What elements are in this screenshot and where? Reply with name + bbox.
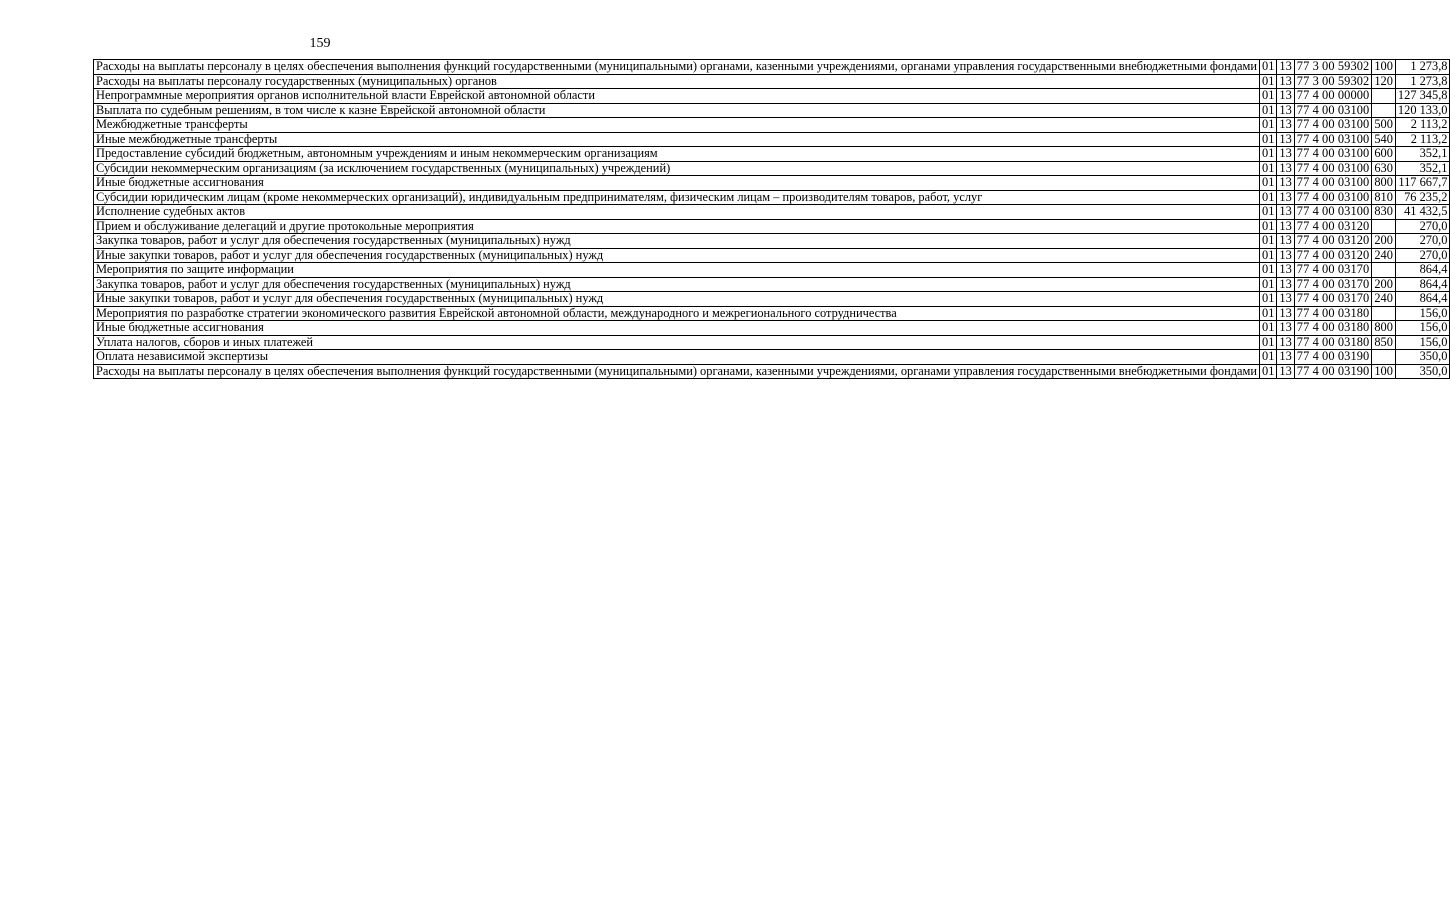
row-name: Иные межбюджетные трансферты [94, 132, 1260, 147]
row-target-article: 77 4 00 03190 [1294, 364, 1372, 379]
table-row [94, 118, 1450, 133]
row-subsection-code: 13 [1277, 103, 1294, 118]
row-subsection-code: 13 [1277, 219, 1294, 234]
table-row [94, 277, 1450, 292]
row-section-code: 01 [1260, 234, 1277, 249]
row-name: Предоставление субсидий бюджетным, автономным учреждениям и иным некоммерческим организациям [94, 147, 1260, 162]
row-amount: 76 235,2 [1395, 190, 1450, 205]
table-row [94, 103, 1450, 118]
row-subsection-code: 13 [1277, 190, 1294, 205]
row-name: Оплата независимой экспертизы [94, 350, 1260, 365]
row-expense-type: 200 [1372, 277, 1396, 292]
row-amount: 864,4 [1395, 263, 1450, 278]
row-subsection-code: 13 [1277, 292, 1294, 307]
row-name: Расходы на выплаты персоналу в целях обеспечения выполнения функций государственными (муниципальными) органами, казенными учреждениями, органами управления государственными внебюджетными фондами [94, 364, 1260, 379]
row-subsection-code: 13 [1277, 234, 1294, 249]
row-amount: 1 273,8 [1395, 60, 1450, 75]
row-section-code: 01 [1260, 219, 1277, 234]
row-target-article: 77 4 00 03100 [1294, 103, 1372, 118]
row-subsection-code: 13 [1277, 321, 1294, 336]
table-row [94, 190, 1450, 205]
table-row [94, 321, 1450, 336]
row-expense-type: 240 [1372, 292, 1396, 307]
row-subsection-code: 13 [1277, 89, 1294, 104]
row-expense-type: 800 [1372, 321, 1396, 336]
row-target-article: 77 4 00 03120 [1294, 248, 1372, 263]
table-row [94, 364, 1450, 379]
row-target-article: 77 4 00 03100 [1294, 161, 1372, 176]
row-target-article: 77 4 00 03120 [1294, 219, 1372, 234]
table-row [94, 263, 1450, 278]
row-subsection-code: 13 [1277, 248, 1294, 263]
table-row [94, 335, 1450, 350]
row-target-article: 77 4 00 03100 [1294, 205, 1372, 220]
row-expense-type [1372, 306, 1396, 321]
row-target-article: 77 4 00 03170 [1294, 263, 1372, 278]
row-amount: 1 273,8 [1395, 74, 1450, 89]
row-amount: 270,0 [1395, 234, 1450, 249]
row-amount: 352,1 [1395, 161, 1450, 176]
row-name: Иные закупки товаров, работ и услуг для обеспечения государственных (муниципальных) нужд [94, 248, 1260, 263]
row-subsection-code: 13 [1277, 306, 1294, 321]
row-name: Закупка товаров, работ и услуг для обеспечения государственных (муниципальных) нужд [94, 234, 1260, 249]
row-section-code: 01 [1260, 89, 1277, 104]
row-name: Исполнение судебных актов [94, 205, 1260, 220]
row-expense-type [1372, 103, 1396, 118]
row-amount: 156,0 [1395, 306, 1450, 321]
row-subsection-code: 13 [1277, 263, 1294, 278]
row-amount: 41 432,5 [1395, 205, 1450, 220]
row-target-article: 77 3 00 59302 [1294, 74, 1372, 89]
row-amount: 864,4 [1395, 292, 1450, 307]
row-expense-type: 100 [1372, 364, 1396, 379]
row-section-code: 01 [1260, 147, 1277, 162]
row-expense-type: 810 [1372, 190, 1396, 205]
table-row [94, 292, 1450, 307]
row-subsection-code: 13 [1277, 74, 1294, 89]
row-section-code: 01 [1260, 176, 1277, 191]
row-expense-type: 120 [1372, 74, 1396, 89]
row-target-article: 77 4 00 03100 [1294, 132, 1372, 147]
row-target-article: 77 4 00 03100 [1294, 147, 1372, 162]
row-subsection-code: 13 [1277, 335, 1294, 350]
table-row [94, 60, 1450, 75]
row-name: Выплата по судебным решениям, в том числе к казне Еврейской автономной области [94, 103, 1260, 118]
row-section-code: 01 [1260, 190, 1277, 205]
row-amount: 350,0 [1395, 364, 1450, 379]
row-expense-type: 540 [1372, 132, 1396, 147]
row-name: Иные закупки товаров, работ и услуг для обеспечения государственных (муниципальных) нужд [94, 292, 1260, 307]
row-subsection-code: 13 [1277, 147, 1294, 162]
row-section-code: 01 [1260, 277, 1277, 292]
row-name: Мероприятия по разработке стратегии экономического развития Еврейской автономной области, международного и межрегионального сотрудничества [94, 306, 1260, 321]
row-expense-type [1372, 219, 1396, 234]
row-amount: 2 113,2 [1395, 132, 1450, 147]
table-row [94, 89, 1450, 104]
row-section-code: 01 [1260, 60, 1277, 75]
row-expense-type [1372, 350, 1396, 365]
row-expense-type: 830 [1372, 205, 1396, 220]
page-number: 159 [309, 36, 331, 51]
row-subsection-code: 13 [1277, 176, 1294, 191]
row-subsection-code: 13 [1277, 132, 1294, 147]
row-name: Прием и обслуживание делегаций и другие протокольные мероприятия [94, 219, 1260, 234]
row-expense-type: 200 [1372, 234, 1396, 249]
row-section-code: 01 [1260, 263, 1277, 278]
row-name: Иные бюджетные ассигнования [94, 176, 1260, 191]
row-subsection-code: 13 [1277, 364, 1294, 379]
row-section-code: 01 [1260, 248, 1277, 263]
row-name: Расходы на выплаты персоналу государственных (муниципальных) органов [94, 74, 1260, 89]
row-subsection-code: 13 [1277, 277, 1294, 292]
table-row [94, 161, 1450, 176]
row-target-article: 77 4 00 03180 [1294, 321, 1372, 336]
row-amount: 156,0 [1395, 335, 1450, 350]
row-amount: 864,4 [1395, 277, 1450, 292]
row-target-article: 77 4 00 03100 [1294, 176, 1372, 191]
row-expense-type: 240 [1372, 248, 1396, 263]
row-name: Межбюджетные трансферты [94, 118, 1260, 133]
row-name: Субсидии юридическим лицам (кроме некоммерческих организаций), индивидуальным предпринимателям, физическим лицам – производителям товаров, работ, услуг [94, 190, 1260, 205]
table-row [94, 219, 1450, 234]
row-target-article: 77 4 00 03180 [1294, 335, 1372, 350]
table-row [94, 147, 1450, 162]
row-name: Субсидии некоммерческим организациям (за исключением государственных (муниципальных) учреждений) [94, 161, 1260, 176]
row-name: Непрограммные мероприятия органов исполнительной власти Еврейской автономной области [94, 89, 1260, 104]
row-subsection-code: 13 [1277, 350, 1294, 365]
row-section-code: 01 [1260, 74, 1277, 89]
row-name: Иные бюджетные ассигнования [94, 321, 1260, 336]
row-target-article: 77 4 00 03180 [1294, 306, 1372, 321]
row-amount: 117 667,7 [1395, 176, 1450, 191]
table-row [94, 132, 1450, 147]
row-section-code: 01 [1260, 321, 1277, 336]
row-subsection-code: 13 [1277, 60, 1294, 75]
row-amount: 352,1 [1395, 147, 1450, 162]
row-expense-type: 600 [1372, 147, 1396, 162]
row-name: Расходы на выплаты персоналу в целях обеспечения выполнения функций государственными (муниципальными) органами, казенными учреждениями, органами управления государственными внебюджетными фондами [94, 60, 1260, 75]
row-section-code: 01 [1260, 306, 1277, 321]
row-amount: 120 133,0 [1395, 103, 1450, 118]
row-expense-type: 850 [1372, 335, 1396, 350]
row-section-code: 01 [1260, 292, 1277, 307]
row-section-code: 01 [1260, 335, 1277, 350]
row-target-article: 77 4 00 03100 [1294, 118, 1372, 133]
row-target-article: 77 3 00 59302 [1294, 60, 1372, 75]
table-row [94, 248, 1450, 263]
row-amount: 127 345,8 [1395, 89, 1450, 104]
row-target-article: 77 4 00 03100 [1294, 190, 1372, 205]
row-amount: 270,0 [1395, 248, 1450, 263]
row-target-article: 77 4 00 03170 [1294, 277, 1372, 292]
row-subsection-code: 13 [1277, 205, 1294, 220]
row-section-code: 01 [1260, 132, 1277, 147]
row-target-article: 77 4 00 03170 [1294, 292, 1372, 307]
row-name: Мероприятия по защите информации [94, 263, 1260, 278]
table-row [94, 350, 1450, 365]
row-section-code: 01 [1260, 103, 1277, 118]
row-subsection-code: 13 [1277, 161, 1294, 176]
row-section-code: 01 [1260, 205, 1277, 220]
row-section-code: 01 [1260, 364, 1277, 379]
row-name: Закупка товаров, работ и услуг для обеспечения государственных (муниципальных) нужд [94, 277, 1260, 292]
row-amount: 350,0 [1395, 350, 1450, 365]
row-section-code: 01 [1260, 118, 1277, 133]
row-target-article: 77 4 00 00000 [1294, 89, 1372, 104]
row-amount: 270,0 [1395, 219, 1450, 234]
row-expense-type: 500 [1372, 118, 1396, 133]
table-row [94, 176, 1450, 191]
row-section-code: 01 [1260, 350, 1277, 365]
row-expense-type: 100 [1372, 60, 1396, 75]
budget-table-body [94, 60, 1450, 379]
row-section-code: 01 [1260, 161, 1277, 176]
row-expense-type: 800 [1372, 176, 1396, 191]
table-row [94, 205, 1450, 220]
table-row [94, 306, 1450, 321]
row-expense-type: 630 [1372, 161, 1396, 176]
row-target-article: 77 4 00 03190 [1294, 350, 1372, 365]
row-name: Уплата налогов, сборов и иных платежей [94, 335, 1260, 350]
row-expense-type [1372, 89, 1396, 104]
table-row [94, 74, 1450, 89]
row-target-article: 77 4 00 03120 [1294, 234, 1372, 249]
row-expense-type [1372, 263, 1396, 278]
row-subsection-code: 13 [1277, 118, 1294, 133]
table-row [94, 234, 1450, 249]
budget-table [93, 59, 1450, 379]
row-amount: 156,0 [1395, 321, 1450, 336]
row-amount: 2 113,2 [1395, 118, 1450, 133]
